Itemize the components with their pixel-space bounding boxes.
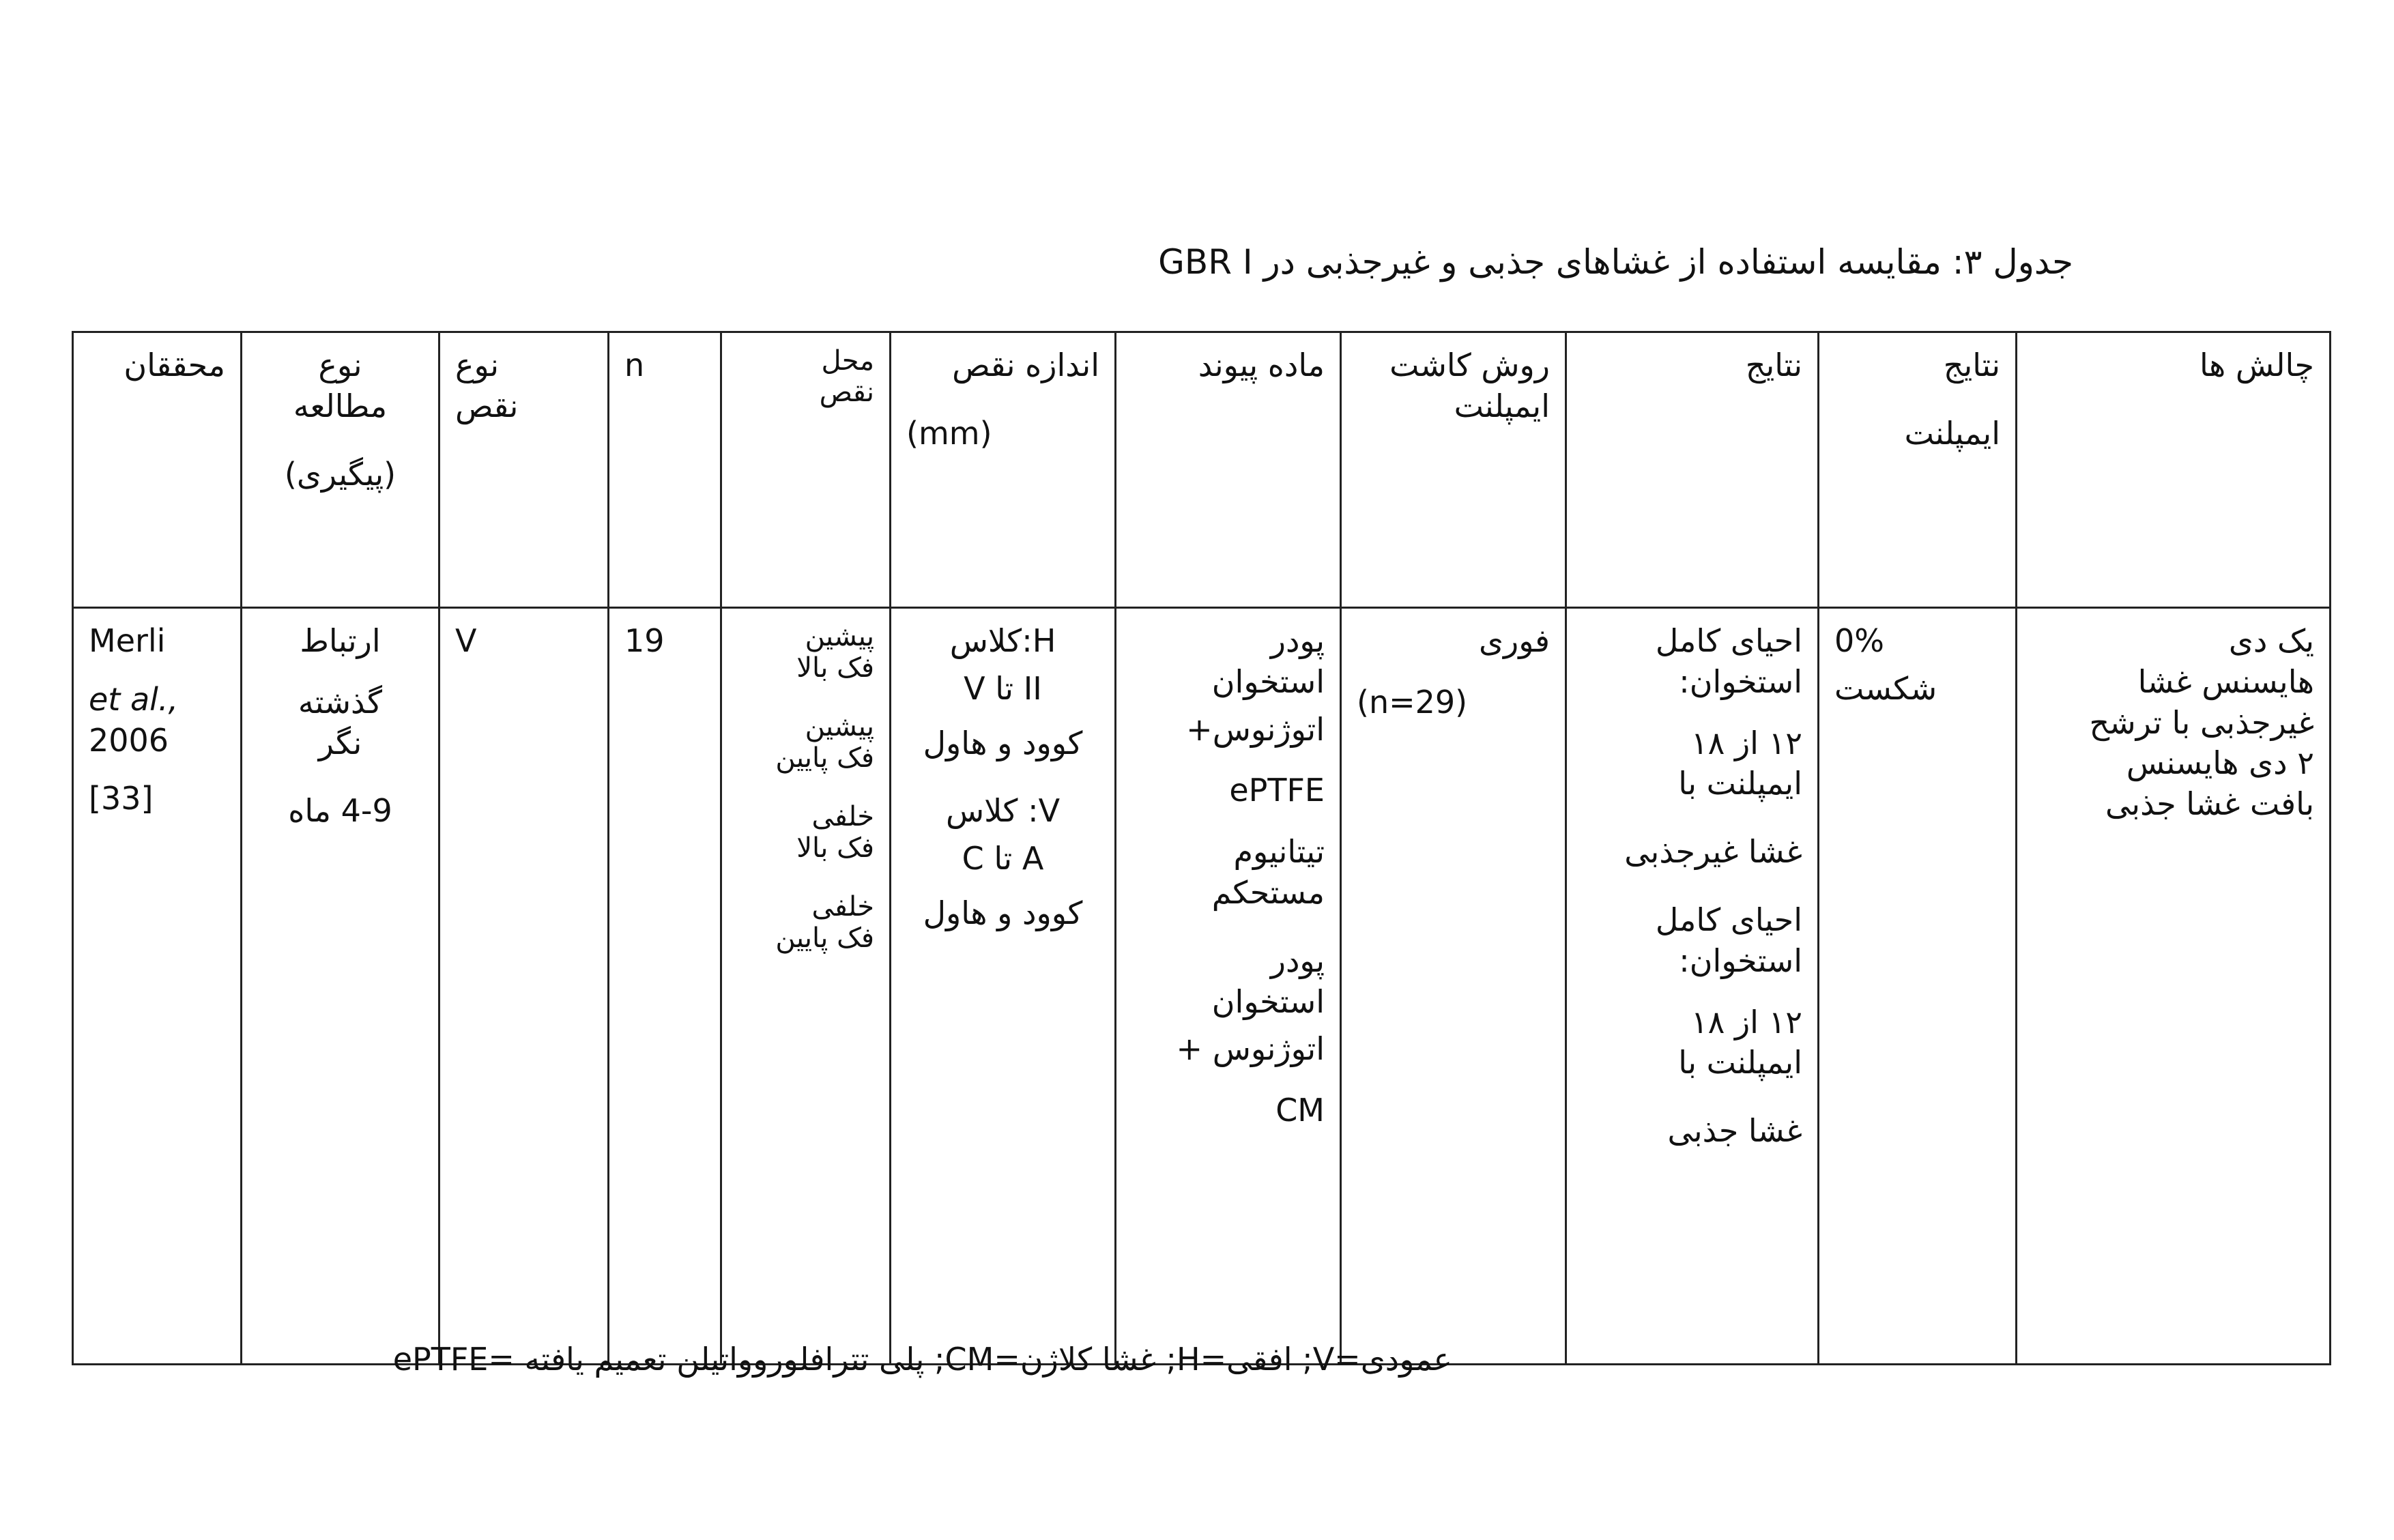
header-researchers: محققان: [73, 332, 242, 608]
cell-challenges: یک دی هایسنس غشا غیرجذبی با ترشح ۲ دی هایسنس بافت غشا جذبی: [2017, 608, 2331, 1365]
cell-defect-type: V: [439, 608, 609, 1365]
table-footnote: عمودی=V; افقی=H; غشا کلاژن=CM; پلی تترافلوروواتیلن تعمیم یافته =ePTFE: [392, 1341, 1452, 1378]
header-graft-material: ماده پیوند: [1116, 332, 1341, 608]
header-defect-site: محل نقص: [721, 332, 891, 608]
header-results: نتایج: [1566, 332, 1819, 608]
header-n: n: [609, 332, 721, 608]
cell-study-type: ارتباط گذشته نگر 4-9 ماه: [242, 608, 439, 1365]
header-implant-method: روش کاشت ایمپلنت: [1341, 332, 1566, 608]
table-caption: جدول ۳: مقایسه استفاده از غشاهای جذبی و غیرجذبی در GBR I: [1158, 242, 2073, 282]
header-defect-size: اندازه نقص (mm): [891, 332, 1116, 608]
header-implant-results: نتایج ایمپلنت: [1819, 332, 2017, 608]
header-study-type: نوع مطالعه (پیگیری): [242, 332, 439, 608]
cell-defect-size: H:کلاس II تا V کوود و هاول V: کلاس A تا C کوود و هاول: [891, 608, 1116, 1365]
cell-n: 19: [609, 608, 721, 1365]
table-header-row: [73, 332, 2331, 608]
cell-implant-method: فوری (n=29): [1341, 608, 1566, 1365]
cell-graft-material: پودر استخوان اتوژنوس+ ePTFE تیتانیوم مستحکم پودر استخوان اتوژنوس + CM: [1116, 608, 1341, 1365]
cell-implant-results: 0% شکست: [1819, 608, 2017, 1365]
cell-researchers: Merli et al., 2006 [33]: [73, 608, 242, 1365]
header-challenges: چالش ها: [2017, 332, 2331, 608]
table-row: [73, 608, 2331, 1365]
header-defect-type: نوع نقص: [439, 332, 609, 608]
cell-results: احیای کامل استخوان: ۱۲ از ۱۸ ایمپلنت با غشا غیرجذبی احیای کامل استخوان: ۱۲ از ۱۸ ایمپلنت با غشا جذبی: [1566, 608, 1819, 1365]
comparison-table: [72, 331, 2331, 1365]
cell-defect-site: پیشین فک بالا پیشین فک پایین خلفی فک بالا خلفی فک پایین: [721, 608, 891, 1365]
